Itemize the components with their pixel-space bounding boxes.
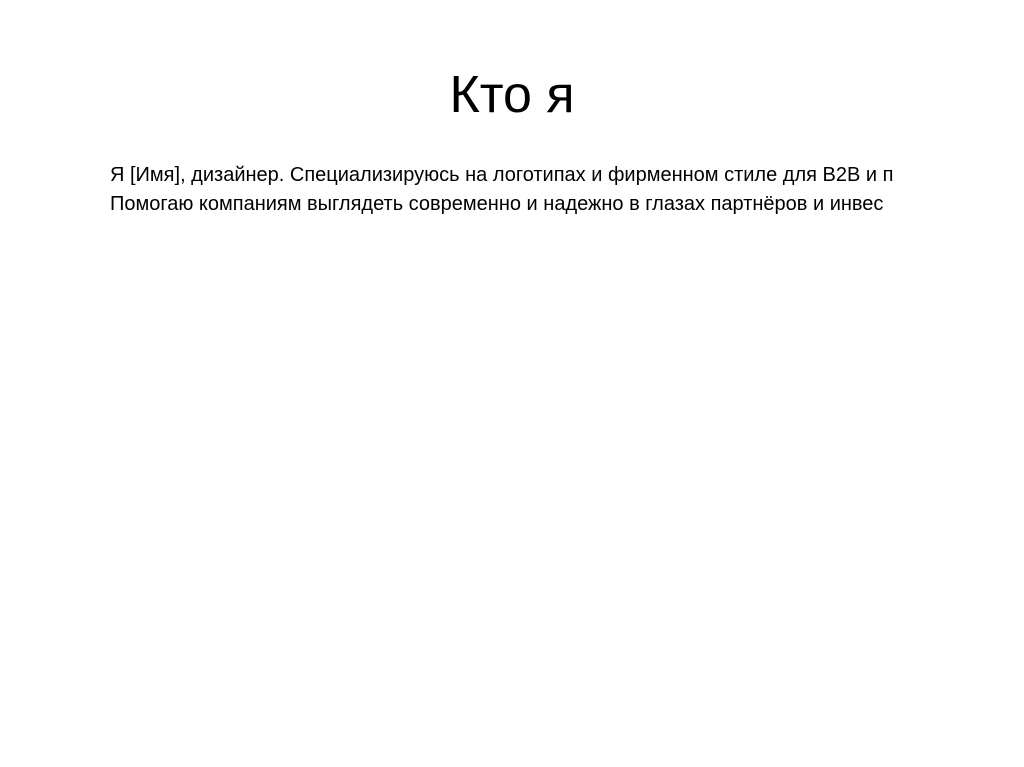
slide-body <box>110 161 1024 219</box>
slide-title: Кто я <box>449 66 575 124</box>
body-line-mission: Помогаю компаниям выглядеть современно и надежно в глазах партнёров и инвес <box>110 193 884 215</box>
body-line-intro: Я [Имя], дизайнер. Специализируюсь на логотипах и фирменном стиле для B2B и п <box>110 164 894 186</box>
